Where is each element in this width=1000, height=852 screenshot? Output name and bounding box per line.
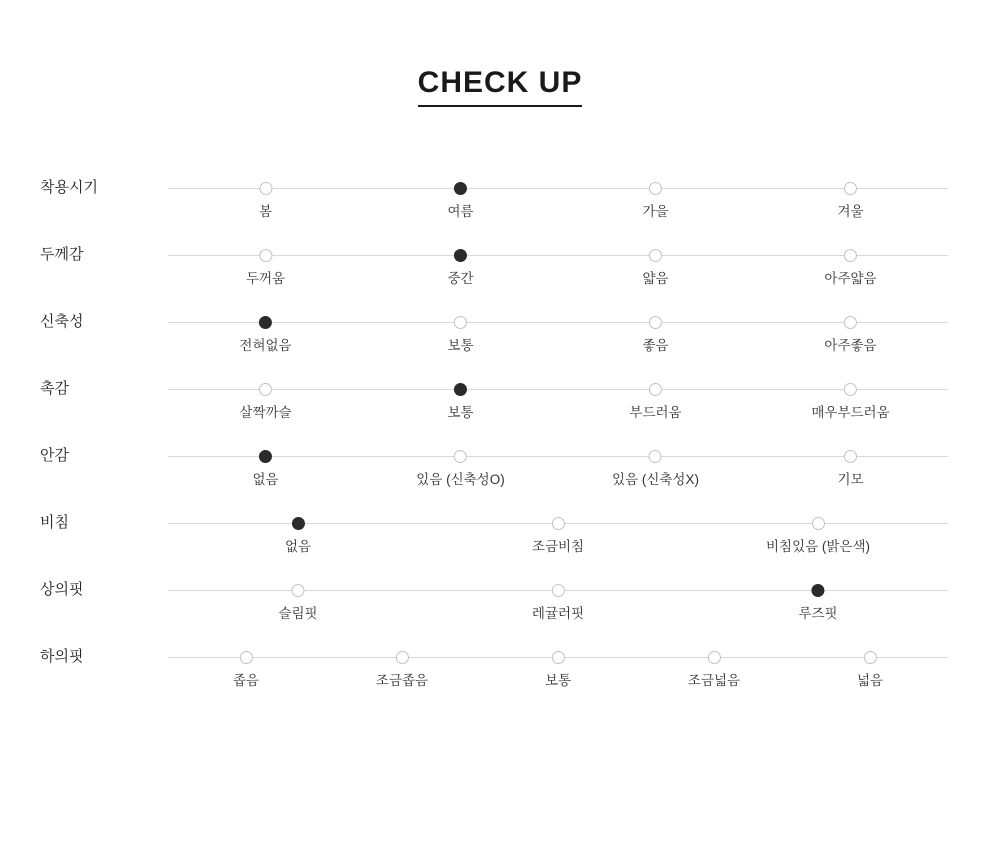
option-dot[interactable] — [259, 249, 272, 262]
option-dot[interactable] — [707, 651, 720, 664]
row-label: 비침 — [40, 514, 69, 531]
check-up-option[interactable] — [798, 562, 837, 622]
option-dot-selected[interactable] — [454, 182, 467, 195]
option-label: 기모 — [837, 472, 864, 487]
check-up-option[interactable] — [246, 227, 285, 287]
check-up-option[interactable] — [447, 361, 473, 421]
row-label: 촉감 — [40, 380, 69, 397]
option-dot-selected[interactable] — [454, 383, 467, 396]
option-dot[interactable] — [649, 450, 662, 463]
option-dot[interactable] — [259, 383, 272, 396]
check-up-option[interactable] — [824, 294, 876, 354]
option-label: 좋음 — [642, 338, 669, 353]
option-dot[interactable] — [844, 316, 857, 329]
option-dot[interactable] — [551, 517, 564, 530]
check-up-option[interactable] — [837, 160, 863, 220]
check-up-option[interactable] — [532, 495, 584, 555]
option-label: 레귤러핏 — [531, 606, 585, 621]
option-dot-selected[interactable] — [812, 584, 825, 597]
check-up-option[interactable] — [642, 294, 668, 354]
check-up-option[interactable] — [545, 629, 571, 689]
option-dot[interactable] — [812, 517, 825, 530]
option-dot[interactable] — [551, 584, 564, 597]
check-up-option[interactable] — [629, 361, 681, 421]
option-dot[interactable] — [649, 383, 662, 396]
option-label: 조금넓음 — [687, 673, 741, 688]
option-label: 조금비침 — [531, 539, 585, 554]
check-up-option[interactable] — [285, 495, 311, 555]
option-dot[interactable] — [454, 316, 467, 329]
check-up-option[interactable] — [824, 227, 876, 287]
option-label: 살짝까슬 — [239, 405, 292, 420]
option-dot-selected[interactable] — [259, 316, 272, 329]
check-up-option[interactable] — [857, 629, 883, 689]
row-label: 안감 — [40, 447, 69, 464]
check-up-row — [0, 361, 1000, 428]
check-up-option[interactable] — [811, 361, 889, 421]
check-up-row — [0, 428, 1000, 495]
check-up-option[interactable] — [376, 629, 428, 689]
check-up-option[interactable] — [766, 495, 870, 555]
check-up-rows — [0, 160, 1000, 696]
option-dot-selected[interactable] — [292, 517, 305, 530]
option-label: 보통 — [447, 405, 474, 420]
check-up-option[interactable] — [837, 428, 863, 488]
check-up-option[interactable] — [416, 428, 504, 488]
option-label: 여름 — [447, 204, 474, 219]
check-up-option[interactable] — [259, 160, 272, 220]
option-dot[interactable] — [649, 249, 662, 262]
option-label: 아주얇음 — [824, 271, 877, 286]
option-label: 없음 — [284, 539, 312, 554]
option-label: 비침있음 (밝은색) — [765, 539, 871, 554]
option-dot[interactable] — [844, 182, 857, 195]
option-dot-selected[interactable] — [454, 249, 467, 262]
option-label: 보통 — [544, 673, 572, 688]
option-label: 부드러움 — [629, 405, 682, 420]
option-dot[interactable] — [844, 383, 857, 396]
check-up-row — [0, 495, 1000, 562]
check-up-option[interactable] — [252, 428, 278, 488]
option-label: 매우부드러움 — [811, 405, 890, 420]
check-up-row — [0, 629, 1000, 696]
option-label: 슬림핏 — [278, 606, 318, 621]
row-label: 하의핏 — [40, 648, 84, 665]
check-up-row — [0, 294, 1000, 361]
check-up-option[interactable] — [612, 428, 699, 488]
check-up-option[interactable] — [447, 294, 473, 354]
check-up-option[interactable] — [233, 629, 259, 689]
option-label: 있음 (신축성X) — [612, 472, 699, 487]
option-label: 중간 — [447, 271, 474, 286]
option-label: 겨울 — [837, 204, 864, 219]
check-up-option[interactable] — [447, 160, 473, 220]
option-dot[interactable] — [292, 584, 305, 597]
check-up-option[interactable] — [688, 629, 740, 689]
check-up-option[interactable] — [239, 361, 291, 421]
row-axis-line — [168, 188, 948, 189]
option-dot[interactable] — [649, 316, 662, 329]
check-up-option[interactable] — [278, 562, 317, 622]
option-label: 얇음 — [642, 271, 669, 286]
row-axis-line — [168, 456, 948, 457]
option-dot[interactable] — [844, 249, 857, 262]
check-up-option[interactable] — [642, 160, 668, 220]
row-label: 상의핏 — [40, 581, 84, 598]
row-label: 신축성 — [40, 313, 84, 330]
check-up-row — [0, 227, 1000, 294]
option-label: 봄 — [258, 204, 273, 219]
option-dot[interactable] — [844, 450, 857, 463]
check-up-row — [0, 562, 1000, 629]
option-label: 두꺼움 — [245, 271, 286, 286]
option-label: 없음 — [252, 472, 279, 487]
option-label: 있음 (신축성O) — [416, 472, 505, 487]
option-label: 조금좁음 — [375, 673, 429, 688]
option-label: 넓음 — [856, 673, 884, 688]
option-dot[interactable] — [240, 651, 253, 664]
check-up-row — [0, 160, 1000, 227]
option-dot[interactable] — [454, 450, 467, 463]
option-label: 아주좋음 — [824, 338, 877, 353]
option-label: 전혀없음 — [239, 338, 292, 353]
check-up-option[interactable] — [642, 227, 668, 287]
row-label: 두께감 — [40, 246, 84, 263]
option-label: 보통 — [447, 338, 474, 353]
option-dot[interactable] — [259, 182, 272, 195]
option-label: 좁음 — [232, 673, 260, 688]
option-dot[interactable] — [395, 651, 408, 664]
check-up-option[interactable] — [447, 227, 473, 287]
option-dot[interactable] — [649, 182, 662, 195]
check-up-option[interactable] — [532, 562, 584, 622]
row-label: 착용시기 — [40, 179, 98, 196]
option-label: 가을 — [642, 204, 669, 219]
page-title-wrap — [0, 66, 1000, 107]
page-title: CHECK UP — [418, 66, 583, 107]
option-dot[interactable] — [552, 651, 565, 664]
option-label: 루즈핏 — [798, 606, 838, 621]
option-dot[interactable] — [864, 651, 877, 664]
check-up-option[interactable] — [239, 294, 291, 354]
option-dot-selected[interactable] — [259, 450, 272, 463]
